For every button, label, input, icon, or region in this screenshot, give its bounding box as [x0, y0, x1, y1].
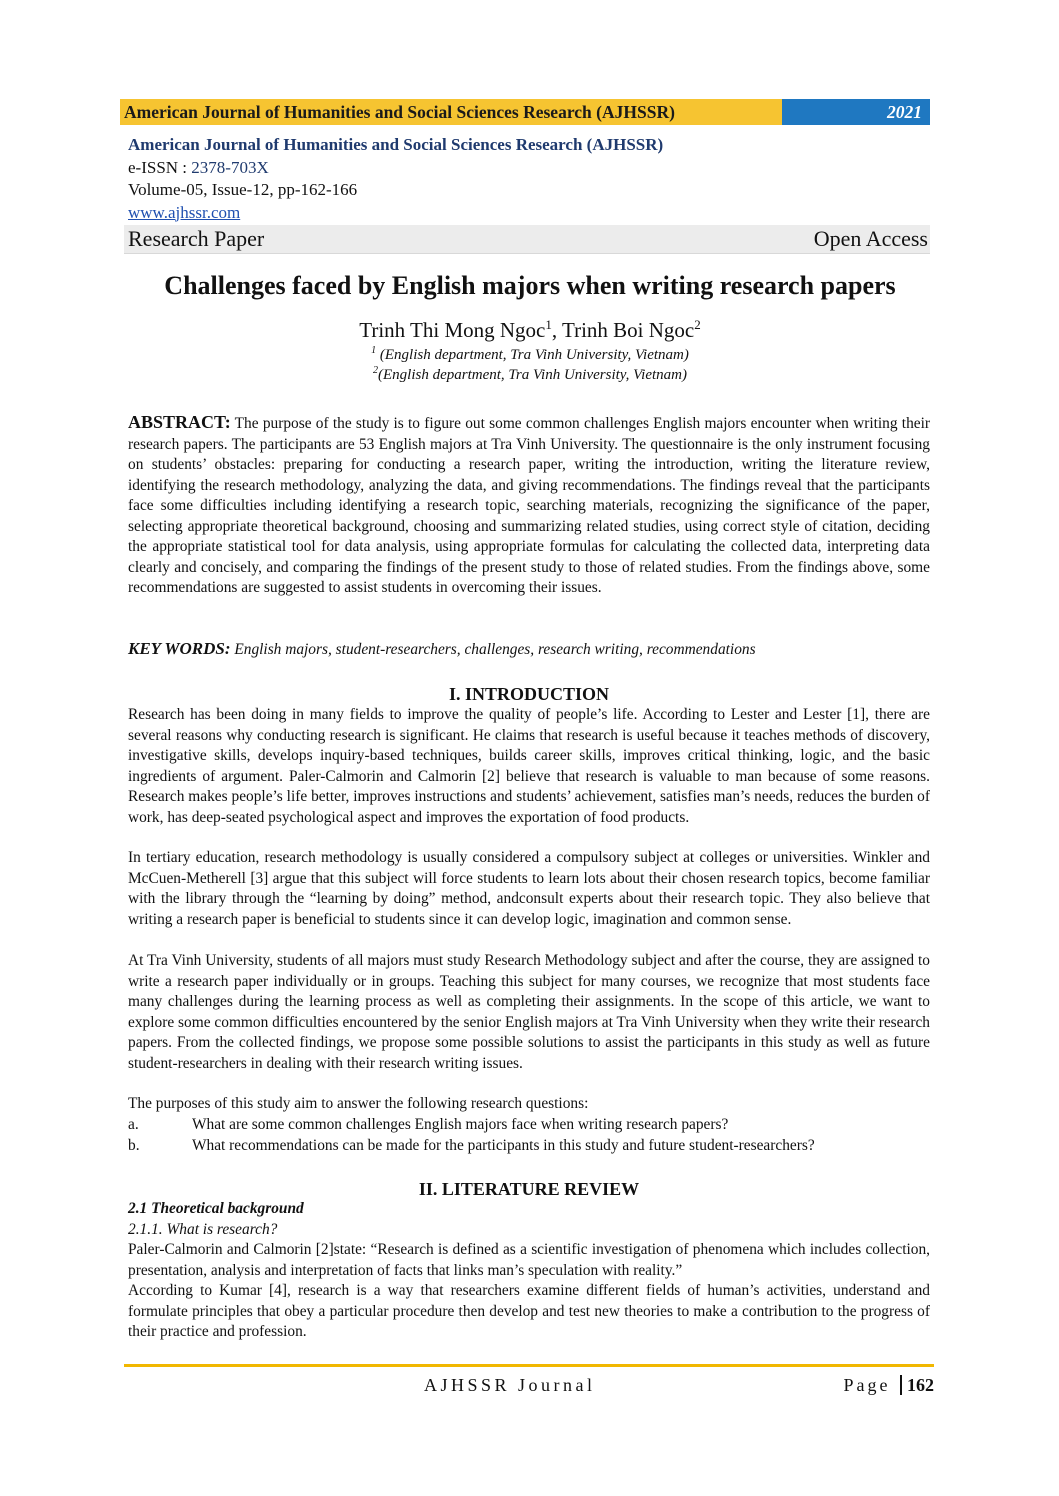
keywords-label: KEY WORDS: — [128, 639, 231, 658]
question-b-label: b. — [128, 1137, 140, 1154]
author-1: Trinh Thi Mong Ngoc — [359, 318, 546, 342]
footer-page-number: 162 — [900, 1375, 934, 1395]
access-type: Open Access — [813, 226, 928, 251]
section-heading-literature-review: II. LITERATURE REVIEW — [418, 1179, 640, 1199]
abstract-text: The purpose of the study is to figure out some common challenges English majors encounter when writing their research papers. The participants are 53 English majors at Tra Vinh University. The questionnaire is the only instrument focusing on students’ obstacles: preparing for conducting a research paper, writing the introduction, writing the literature review, identifying the research methodology, analyzing the data, and giving recommendations. The findings reveal that the participants face some difficulties including identifying a research topic, searching materials, recognizing the significance of the paper, selecting appropriate theoretical background, choosing and summarizing related studies, using correct style of citation, deciding the appropriate statistical tool for data analysis, using appropriate formulas for calculating the collected data, interpreting data clearly and concisely, and comparing the findings of the present study to those of related studies. From the findings above, some recommendations are suggested to assist students in overcoming their issues. — [128, 415, 930, 596]
literature-paragraph-1: Paler-Calmorin and Calmorin [2]state: “Research is defined as a scientific investigation of phenomena which includes collection, presentation, analysis and interpretation of facts that links man’s speculation with reality.” — [128, 1241, 930, 1279]
keywords-text: English majors, student-researchers, challenges, research writing, recommendations — [230, 641, 756, 658]
footer-rule — [124, 1364, 934, 1367]
issn-label: e-ISSN : — [128, 157, 192, 177]
issn-value: 2378-703X — [191, 157, 269, 177]
journal-band-title: American Journal of Humanities and Social Sciences Research (AJHSSR) — [120, 99, 782, 125]
volume-line: Volume-05, Issue-12, pp-162-166 — [128, 180, 358, 199]
author-1-sup: 1 — [545, 317, 552, 332]
subsection-what-is-research: 2.1.1. What is research? — [128, 1221, 278, 1238]
intro-paragraph-4: The purposes of this study aim to answer the following research questions: — [128, 1095, 589, 1112]
research-question-a — [128, 1115, 930, 1136]
footer-page-label: Page — [843, 1375, 898, 1395]
subsection-theoretical-background: 2.1 Theoretical background — [128, 1200, 304, 1217]
section-heading-introduction: I. INTRODUCTION — [448, 684, 610, 704]
journal-header-band — [120, 99, 930, 125]
footer-journal: AJHSSR Journal — [424, 1375, 596, 1395]
affiliation-2-text: (English department, Tra Vinh University, Vietnam) — [378, 367, 687, 383]
question-a-label: a. — [128, 1116, 139, 1133]
issn-line — [128, 157, 930, 180]
journal-meta — [128, 134, 930, 224]
affiliation-1-sup: 1 — [371, 345, 377, 356]
abstract-label: ABSTRACT: — [128, 412, 231, 432]
intro-paragraph-2: In tertiary education, research methodology is usually considered a compulsory subject at colleges or universities. Winkler and McCuen-Metherell [3] argue that this subject will force students to learn lots about their chosen research topics, become familiar with the library through the “learning by doing” method, andconsult experts about their research topic. They also believe that writing a research paper is beneficial to students since it can develop logic, imagination and common sense. — [128, 849, 930, 928]
authors-line — [120, 311, 940, 344]
page-footer — [124, 1374, 934, 1396]
research-question-b — [128, 1136, 930, 1157]
literature-paragraph-2: According to Kumar [4], research is a way that researchers examine different fields of human’s activities, understand and formulate principles that obey a particular procedure then develop and test new theories to make a contribution to the progress of their practice and profession. — [128, 1282, 930, 1340]
author-2: Trinh Boi Ngoc — [561, 318, 695, 342]
affiliation-2-sup: 2 — [373, 365, 378, 376]
affiliation-2 — [120, 361, 940, 385]
author-separator: , — [551, 318, 562, 342]
abstract — [128, 412, 930, 599]
footer-page — [844, 1374, 935, 1396]
intro-paragraph-1: Research has been doing in many fields to improve the quality of people’s life. According to Lester and Lester [1], there are several reasons why conducting research is significant. He claims that research is useful because it teaches methods of discovery, investigative skills, develops inquiry-based techniques, builds career skills, improves critical thinking, logic, and the basic ingredients of argument. Paler-Calmorin and Calmorin [2] believe that research is valuable to man because of some reasons. Research makes people’s life better, improves instructions and students’ achievement, satisfies man’s needs, reduces the burden of work, has deep-seated psychological aspect and improves the exportation of food products. — [128, 706, 930, 826]
journal-title: American Journal of Humanities and Social Sciences Research (AJHSSR) — [128, 135, 664, 154]
question-b-text: What recommendations can be made for the participants in this study and future student-researchers? — [192, 1137, 815, 1154]
intro-paragraph-3: At Tra Vinh University, students of all majors must study Research Methodology subject and after the course, they are assigned to write a research paper individually or in groups. Teaching this subject for many courses, we recognize that most students face many challenges during the learning process as well as completing their assignments. In the scope of this article, we want to explore some common difficulties encountered by the senior English majors at Tra Vinh University when they write their research papers. From the collected findings, we propose some possible solutions to assist the participants in this study as well as future student-researchers in dealing with their research writing issues. — [128, 952, 930, 1072]
paper-type: Research Paper — [128, 226, 265, 251]
keywords — [128, 639, 930, 661]
affiliation-1-text: (English department, Tra Vinh University, Vietnam) — [376, 347, 689, 363]
question-a-text: What are some common challenges English majors face when writing research papers? — [192, 1116, 729, 1133]
paper-type-bar — [124, 225, 930, 254]
journal-website-link[interactable]: www.ajhssr.com — [128, 202, 241, 222]
article-title: Challenges faced by English majors when writing research papers — [164, 271, 896, 300]
author-2-sup: 2 — [694, 317, 701, 332]
journal-band-year: 2021 — [782, 99, 930, 125]
